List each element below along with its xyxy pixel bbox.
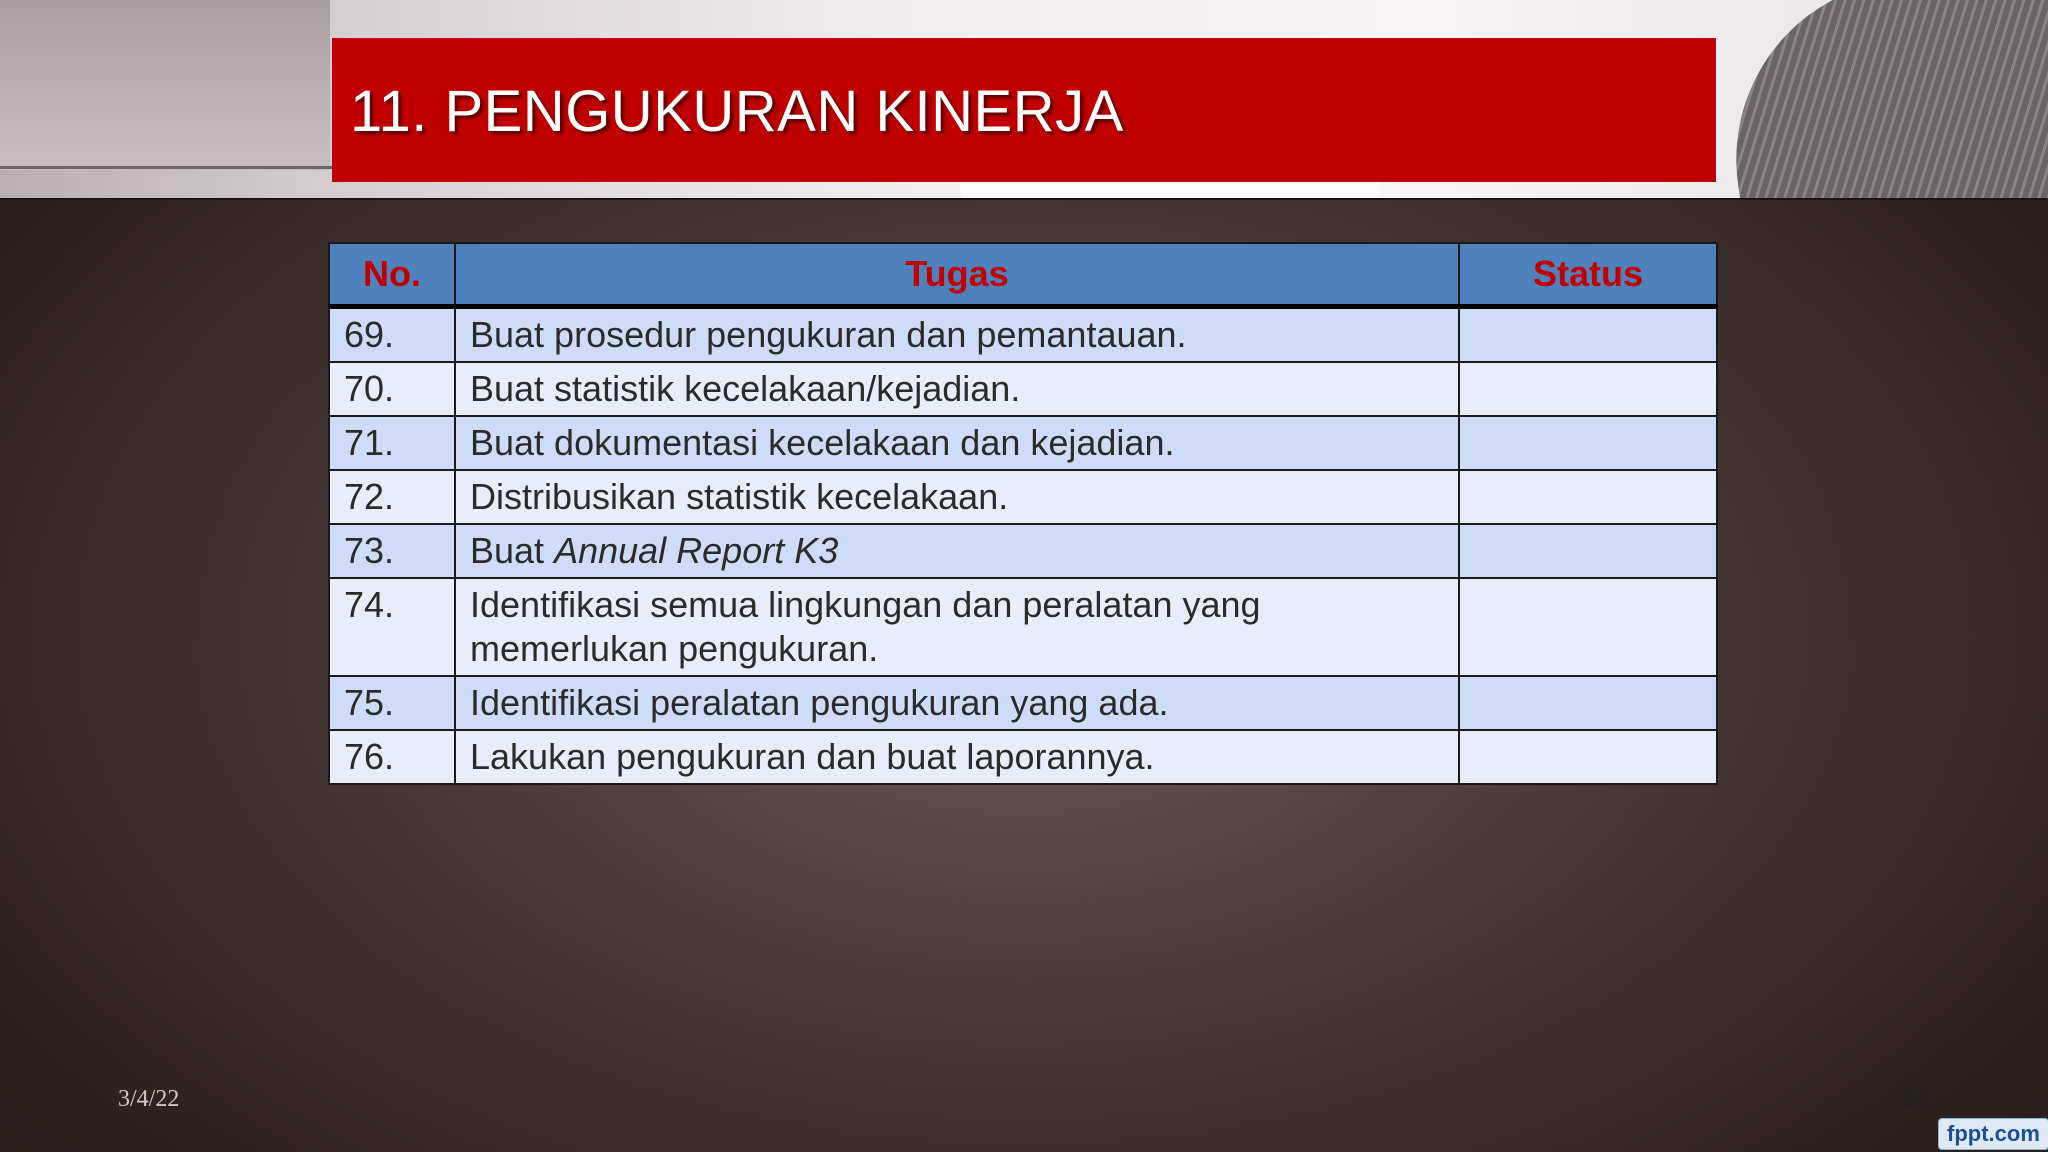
row-status xyxy=(1459,416,1717,470)
row-task xyxy=(455,524,1459,578)
row-task: Identifikasi peralatan pengukuran yang ada. xyxy=(455,676,1459,730)
row-number: 76. xyxy=(329,730,455,784)
row-task: Lakukan pengukuran dan buat laporannya. xyxy=(455,730,1459,784)
column-header-status: Status xyxy=(1459,243,1717,307)
table-row xyxy=(329,362,1717,416)
column-header-no: No. xyxy=(329,243,455,307)
column-header-tugas: Tugas xyxy=(455,243,1459,307)
row-task-italic: Annual Report K3 xyxy=(554,530,839,571)
row-task: Buat statistik kecelakaan/kejadian. xyxy=(455,362,1459,416)
row-task: Buat dokumentasi kecelakaan dan kejadian. xyxy=(455,416,1459,470)
row-number: 72. xyxy=(329,470,455,524)
row-status xyxy=(1459,362,1717,416)
row-task-prefix: Buat xyxy=(470,530,555,571)
title-banner xyxy=(332,38,1716,182)
table-row xyxy=(329,470,1717,524)
slide-title: 11. PENGUKURAN KINERJA xyxy=(350,79,1124,144)
table-row xyxy=(329,578,1717,676)
row-task: Identifikasi semua lingkungan dan peralatan yang memerlukan pengukuran. xyxy=(455,578,1459,676)
row-status xyxy=(1459,524,1717,578)
row-number: 70. xyxy=(329,362,455,416)
row-number: 74. xyxy=(329,578,455,676)
row-status xyxy=(1459,578,1717,676)
row-number: 73. xyxy=(329,524,455,578)
row-number: 69. xyxy=(329,307,455,363)
row-status xyxy=(1459,730,1717,784)
watermark-logo: fppt.com xyxy=(1938,1118,2048,1150)
table-row xyxy=(329,307,1717,363)
row-number: 75. xyxy=(329,676,455,730)
table-header-row xyxy=(329,243,1717,307)
slide-date: 3/4/22 xyxy=(118,1086,180,1112)
table-row xyxy=(329,416,1717,470)
row-number: 71. xyxy=(329,416,455,470)
row-status xyxy=(1459,307,1717,363)
table-row xyxy=(329,676,1717,730)
slide-page-number: 83 xyxy=(1902,1086,1929,1113)
task-table xyxy=(328,242,1718,785)
row-status xyxy=(1459,676,1717,730)
table-row xyxy=(329,730,1717,784)
photo-suit-sleeve xyxy=(1713,0,2048,200)
table-row xyxy=(329,524,1717,578)
row-status xyxy=(1459,470,1717,524)
photo-background-shape xyxy=(0,0,330,170)
row-task: Buat prosedur pengukuran dan pemantauan. xyxy=(455,307,1459,363)
row-task: Distribusikan statistik kecelakaan. xyxy=(455,470,1459,524)
